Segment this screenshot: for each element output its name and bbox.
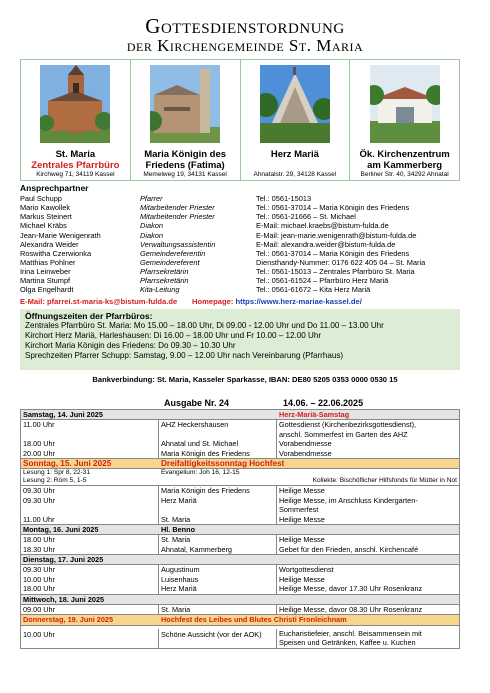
contact-info: Tel.: 0561-21666 – St. Michael <box>256 212 356 222</box>
contact-role: Mitarbeitender Priester <box>140 203 215 213</box>
service-time: 09.30 Uhr <box>23 495 56 505</box>
service-place: Ahnatal, Kammerberg <box>161 544 232 554</box>
church-fatima <box>131 60 241 180</box>
readings-row <box>21 469 459 486</box>
service-type: Gottesdienst (Kirchenbezirksgottesdienst), <box>279 420 417 430</box>
contact-info: E-Mail: alexandra.weider@bistum-fulda.de <box>256 239 396 249</box>
contact-role: Mitarbeitender Priester <box>140 212 215 222</box>
day-header-monday <box>21 525 459 535</box>
contact-row <box>20 267 480 276</box>
contact-row <box>20 194 480 203</box>
office-hours-line: Kirchort Herz Mariä, Harleshausen: Di 16.00 – 18.00 Uhr und Fr 10.00 – 12.00 Uhr <box>25 331 322 340</box>
service-time: 10.00 Uhr <box>23 629 56 639</box>
contact-row <box>20 258 480 267</box>
church-photo-fatima <box>150 65 220 143</box>
feast-label: Hl. Benno <box>161 524 196 534</box>
contact-links <box>20 297 480 306</box>
contact-name: Michael Kräbs <box>20 221 67 231</box>
issue-dates: 14.06. – 22.06.2025 <box>283 398 364 408</box>
homepage-label: Homepage: <box>192 297 234 306</box>
church-name: Ök. Kirchenzentrum <box>359 149 450 160</box>
church-st-maria <box>21 60 131 180</box>
service-time: 09.00 Uhr <box>23 605 56 615</box>
contact-name: Mario Kawollek <box>20 203 71 213</box>
service-row <box>21 535 459 555</box>
service-row <box>21 626 459 648</box>
church-address: Kirchweg 71, 34119 Kassel <box>36 171 115 178</box>
contact-name: Roswitha Czerwionka <box>20 248 92 258</box>
feast-label: Hochfest des Leibes und Blutes Christi Fronleichnam <box>161 615 347 625</box>
contact-name: Martina Stumpf <box>20 276 71 286</box>
contact-role: Pfarrer <box>140 194 163 203</box>
service-type: Heilige Messe, davor 08.30 Uhr Rosenkranz <box>279 605 423 615</box>
page-title: Gottesdienstordnung <box>145 14 345 38</box>
service-type: Heilige Messe <box>279 535 325 545</box>
service-type: Heilige Messe <box>279 486 325 496</box>
church-kammerberg <box>350 60 459 180</box>
church-name: Herz Mariä <box>270 149 319 160</box>
feast-label: Dreifaltigkeitssonntag Hochfest <box>161 458 285 468</box>
contact-row <box>20 212 480 221</box>
service-place: Augustinum <box>161 565 200 575</box>
service-time: 09.30 Uhr <box>23 486 56 496</box>
service-row <box>21 486 459 525</box>
service-type: Vorabendmesse <box>279 439 332 449</box>
service-time: 09.30 Uhr <box>23 565 56 575</box>
contact-info: Tel.: 0561-61524 – Pfarrbüro Herz Mariä <box>256 276 389 286</box>
contact-row <box>20 276 480 285</box>
service-place: Herz Mariä <box>161 495 197 505</box>
contact-info: E-Mail: michael.kraebs@bistum-fulda.de <box>256 221 389 231</box>
contact-name: Olga Engelhardt <box>20 285 74 295</box>
service-type: Heilige Messe, im Anschluss Kindergarten- <box>279 495 418 505</box>
service-place: St. Maria <box>161 514 191 524</box>
contact-info: Tel.: 0561-37014 – Maria Königin des Friedens <box>256 203 410 213</box>
parish-email[interactable]: E-Mail: pfarrei.st-maria-ks@bistum-fulda.de <box>20 297 178 306</box>
contact-row <box>20 240 480 249</box>
service-type: Heilige Messe <box>279 574 325 584</box>
service-time: 11.00 Uhr <box>23 514 55 524</box>
contact-name: Paul Schupp <box>20 194 62 203</box>
homepage-link[interactable]: https://www.herz-mariae-kassel.de/ <box>235 297 362 306</box>
day-label: Montag, 16. Juni 2025 <box>23 524 99 534</box>
contact-role: Kita-Leitung <box>140 285 180 295</box>
service-place: Luisenhaus <box>161 574 199 584</box>
service-place: AHZ Heckershausen <box>161 420 229 430</box>
bank-details: Bankverbindung: St. Maria, Kasseler Sparkasse, IBAN: DE80 5205 0353 0000 0530 15 <box>92 375 398 384</box>
day-label: Donnerstag, 19. Juni 2025 <box>23 615 114 625</box>
service-place: Herz Mariä <box>161 584 197 594</box>
feast-label: Herz-Mariä-Samstag <box>279 410 350 419</box>
contact-role: Gemeindereferent <box>140 257 200 267</box>
contact-row <box>20 231 480 240</box>
office-hours-title: Öffnungszeiten der Pfarrbüros: <box>25 311 153 321</box>
collection: Kollekte: Bischöflicher Hilfsfonds für Mütter in Not <box>312 477 457 485</box>
service-row <box>21 420 459 459</box>
service-type: Vorabendmesse <box>279 448 332 458</box>
church-name: St. Maria <box>55 149 96 160</box>
day-header-sunday <box>21 459 459 469</box>
contact-name: Jean-Marie Wenigenrath <box>20 230 101 240</box>
church-panel <box>20 59 460 181</box>
service-type: Heilige Messe, davor 17.30 Uhr Rosenkranz <box>279 584 423 594</box>
church-photo-st-maria <box>40 65 110 143</box>
contact-role: Diakon <box>140 221 164 231</box>
contact-role: Pfarrsekretärin <box>140 276 189 286</box>
service-type: anschl. Sommerfest im Garten des AHZ <box>279 429 408 439</box>
contact-info: Tel.: 0561-37014 – Maria Königin des Friedens <box>256 248 410 258</box>
service-type: Eucharistiefeier, anschl. Beisammensein mit <box>279 628 422 638</box>
day-header-thursday <box>21 615 459 625</box>
day-header-wednesday <box>21 595 459 605</box>
service-time <box>23 430 156 439</box>
service-type: Wortgottesdienst <box>279 565 334 575</box>
service-place: Schöne Aussicht (vor der AOK) <box>161 629 262 639</box>
service-place: Ahnatal und St. Michael <box>161 439 239 449</box>
church-name-sub: am Kammerberg <box>367 159 443 171</box>
service-row <box>21 605 459 615</box>
office-hours-line: Sprechzeiten Pfarrer Schupp: Samstag, 9.00 – 12.00 Uhr nach Vereinbarung (Pfarrhaus) <box>25 351 344 360</box>
contact-info: Tel.: 0561-15013 – Zentrales Pfarrbüro St. Maria <box>256 267 415 277</box>
service-place <box>161 430 274 439</box>
office-hours-line: Zentrales Pfarrbüro St. Maria: Mo 15.00 – 18.00 Uhr, Di 09.00 - 12.00 Uhr und Do 11.00 – 13.00 Uhr <box>25 321 384 330</box>
service-place: Maria Königin des Friedens <box>161 486 250 496</box>
contact-name: Irina Leinweber <box>20 267 71 277</box>
service-time: 11.00 Uhr <box>23 420 55 430</box>
reading-1: Lesung 1: Spr 8, 22-31 <box>23 469 91 477</box>
service-place: St. Maria <box>161 605 191 615</box>
contact-role: Gemeindereferentin <box>140 248 206 258</box>
service-type: Speisen und Getränken, Kaffee u. Kuchen <box>279 638 416 648</box>
contacts-list <box>20 194 480 295</box>
contact-role: Pfarrsekretärin <box>140 267 189 277</box>
issue-number: Ausgabe Nr. 24 <box>164 398 230 408</box>
service-place: Maria Königin des Friedens <box>161 448 250 458</box>
contact-role: Verwaltungsassistentin <box>140 239 216 249</box>
contacts-heading: Ansprechpartner <box>20 183 89 193</box>
church-name-sub: Friedens (Fatima) <box>145 159 225 171</box>
service-time: 20.00 Uhr <box>23 448 56 458</box>
contact-info: Diensthandy-Nummer: 0176 622 405 04 – St. Maria <box>256 257 426 267</box>
contact-name: Alexandra Weider <box>20 239 79 249</box>
church-photo-kammerberg <box>370 65 440 143</box>
service-type: Heilige Messe <box>279 514 325 524</box>
office-hours-box <box>20 309 460 370</box>
contact-name: Matthias Pohlner <box>20 257 76 267</box>
day-label: Dienstag, 17. Juni 2025 <box>23 555 104 565</box>
day-label: Mittwoch, 18. Juni 2025 <box>23 594 105 604</box>
church-address: Ahnatalstr. 29, 34128 Kassel <box>253 171 337 178</box>
contact-info: Tel.: 0561-61672 – Kita Herz Mariä <box>256 285 371 295</box>
schedule-table <box>20 409 460 649</box>
service-time: 18.00 Uhr <box>23 439 56 449</box>
page-subtitle: der Kirchengemeinde St. Maria <box>126 36 364 55</box>
service-type: Gebet für den Frieden, anschl. Kirchencafé <box>279 544 419 554</box>
service-place: St. Maria <box>161 535 191 545</box>
service-type: Sommerfest <box>279 505 319 515</box>
church-address: Berliner Str. 40, 34292 Ahnatal <box>360 171 449 178</box>
service-time: 18.00 Uhr <box>23 535 56 545</box>
service-place <box>161 505 274 514</box>
church-photo-herz-maria <box>260 65 330 143</box>
church-address: Memelweg 19, 34131 Kassel <box>143 171 227 178</box>
service-time: 18.00 Uhr <box>23 584 56 594</box>
contact-row <box>20 285 480 294</box>
contact-info: E-Mail: jean-marie.wenigenrath@bistum-fulda.de <box>256 230 417 240</box>
day-header-saturday <box>21 410 459 420</box>
contact-row <box>20 203 480 212</box>
church-herz-maria <box>241 60 351 180</box>
service-time: 10.00 Uhr <box>23 574 56 584</box>
church-name-sub: Zentrales Pfarrbüro <box>31 159 120 171</box>
day-header-tuesday <box>21 555 459 565</box>
office-hours-line: Kirchort Maria Königin des Friedens: Do 09.30 – 10.30 Uhr <box>25 341 236 350</box>
contact-row <box>20 249 480 258</box>
church-name: Maria Königin des <box>144 149 227 160</box>
contact-row <box>20 221 480 230</box>
contact-info: Tel.: 0561-15013 <box>256 194 312 203</box>
day-label: Sonntag, 15. Juni 2025 <box>23 458 112 468</box>
service-row <box>21 565 459 594</box>
day-label: Samstag, 14. Juni 2025 <box>23 410 103 419</box>
service-time: 18.30 Uhr <box>23 544 56 554</box>
reading-2: Lesung 2: Röm 5, 1-5 <box>23 477 87 485</box>
gospel: Evangelium: Joh 16, 12-15 <box>161 469 240 477</box>
contact-name: Markus Steinert <box>20 212 72 222</box>
contact-role: Diakon <box>140 230 164 240</box>
service-time <box>23 505 156 514</box>
